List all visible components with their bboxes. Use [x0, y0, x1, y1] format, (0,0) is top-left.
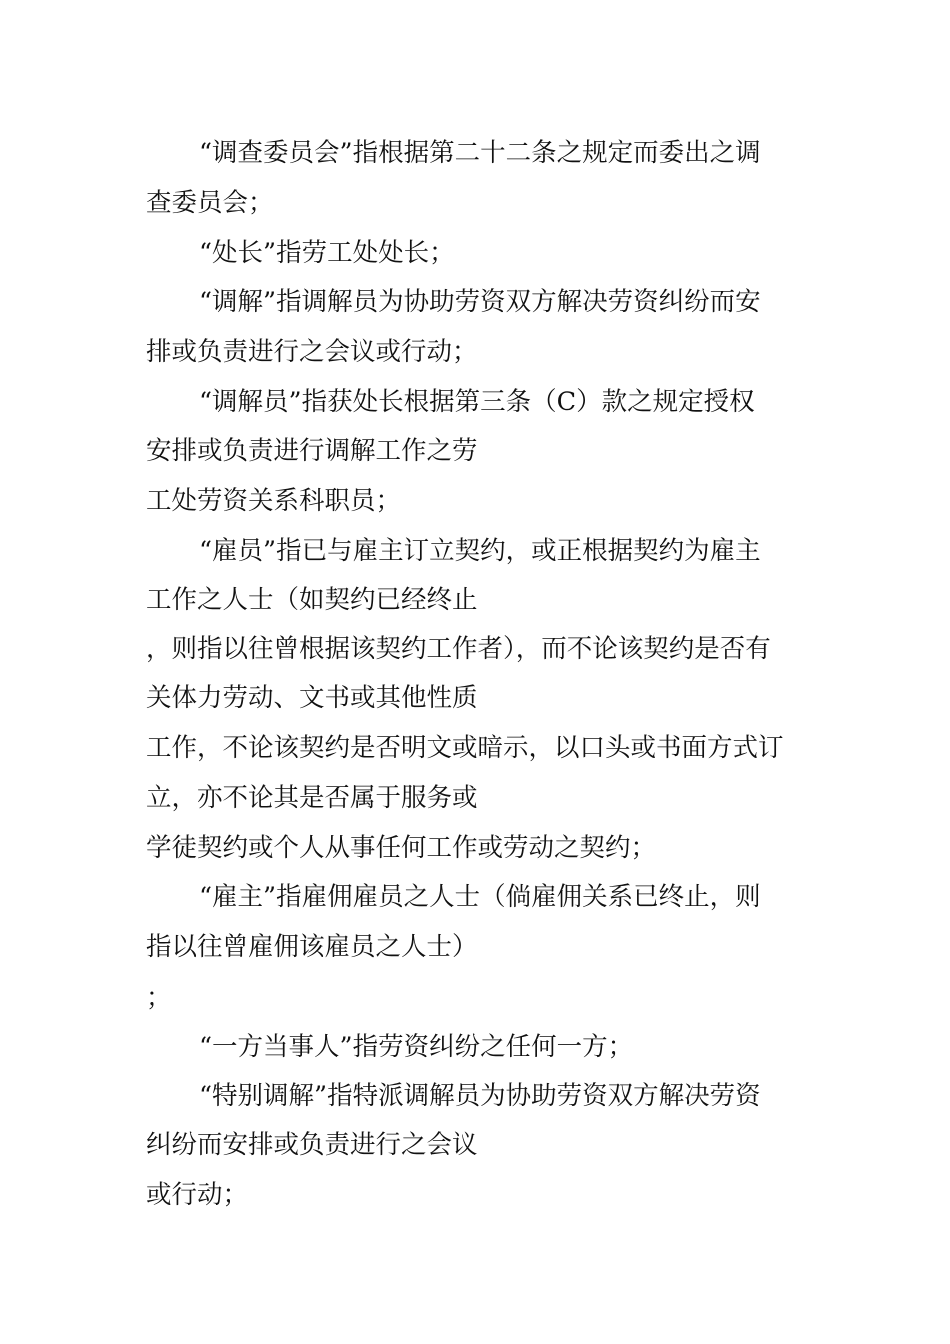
text-line: 查委员会；: [146, 188, 274, 218]
text-line: 安排或负责进行调解工作之劳: [146, 436, 478, 466]
text-line: 工作，不论该契约是否明文或暗示，以口头或书面方式订: [146, 733, 784, 763]
text-line: 立，亦不论其是否属于服务或: [146, 783, 478, 813]
text-line: 指以往曾雇佣该雇员之人士）: [146, 932, 478, 962]
text-line: 关体力劳动、文书或其他性质: [146, 683, 478, 713]
text-line: 排或负责进行之会议或行动；: [146, 337, 478, 367]
text-line: “处长”指劳工处处长；: [199, 238, 455, 268]
text-line: ；: [146, 983, 172, 1013]
text-line: “调查委员会”指根据第二十二条之规定而委出之调: [199, 138, 761, 168]
text-line: 工作之人士（如契约已经终止: [146, 585, 478, 615]
text-line: “调解员”指获处长根据第三条（C）款之规定授权: [199, 387, 755, 417]
text-line: 纠纷而安排或负责进行之会议: [146, 1130, 478, 1160]
text-line: “雇主”指雇佣雇员之人士（倘雇佣关系已终止，则: [199, 882, 761, 912]
text-line: 或行动；: [146, 1180, 249, 1210]
text-line: ，则指以往曾根据该契约工作者），而不论该契约是否有: [146, 634, 771, 664]
text-line: 学徒契约或个人从事任何工作或劳动之契约；: [146, 833, 657, 863]
text-line: “特别调解”指特派调解员为协助劳资双方解决劳资: [199, 1081, 761, 1111]
text-line: “一方当事人”指劳资纠纷之任何一方；: [199, 1032, 634, 1062]
text-line: “雇员”指已与雇主订立契约，或正根据契约为雇主: [199, 536, 761, 566]
text-line: 工处劳资关系科职员；: [146, 486, 402, 516]
text-line: “调解”指调解员为协助劳资双方解决劳资纠纷而安: [199, 287, 761, 317]
